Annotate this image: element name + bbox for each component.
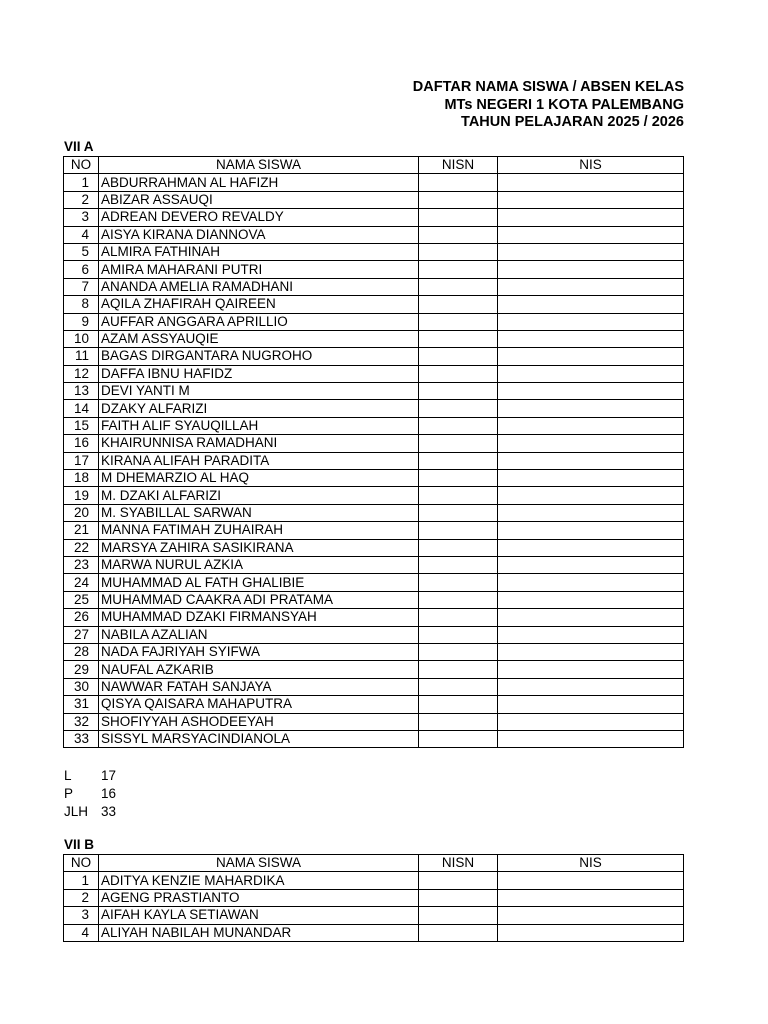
student-name: MARWA NURUL AZKIA (99, 556, 419, 573)
row-number: 12 (64, 365, 99, 382)
table-row (64, 661, 684, 678)
nis-cell (498, 330, 684, 347)
roster-table-7a (63, 156, 684, 748)
col-header-nis: NIS (498, 855, 684, 872)
row-number: 33 (64, 730, 99, 747)
student-name: MUHAMMAD AL FATH GHALIBIE (99, 574, 419, 591)
nisn-cell (419, 330, 498, 347)
nis-cell (498, 435, 684, 452)
row-number: 7 (64, 278, 99, 295)
nis-cell (498, 872, 684, 889)
student-name: NABILA AZALIAN (99, 626, 419, 643)
summary-label: P (64, 786, 74, 801)
nis-cell (498, 487, 684, 504)
table-row (64, 591, 684, 608)
nis-cell (498, 365, 684, 382)
row-number: 2 (64, 889, 99, 906)
nisn-cell (419, 626, 498, 643)
student-name: SHOFIYYAH ASHODEEYAH (99, 713, 419, 730)
student-name: M DHEMARZIO AL HAQ (99, 470, 419, 487)
summary-value: 17 (101, 768, 117, 783)
summary-value: 33 (101, 804, 117, 819)
nisn-cell (419, 872, 498, 889)
student-name: DAFFA IBNU HAFIDZ (99, 365, 419, 382)
col-header-nis: NIS (498, 157, 684, 174)
table-row (64, 539, 684, 556)
row-number: 27 (64, 626, 99, 643)
table-row (64, 696, 684, 713)
col-header-no: NO (64, 157, 99, 174)
nis-cell (498, 609, 684, 626)
nis-cell (498, 889, 684, 906)
nisn-cell (419, 696, 498, 713)
class-label-7a: VII A (64, 139, 94, 154)
nis-cell (498, 643, 684, 660)
row-number: 3 (64, 907, 99, 924)
row-number: 28 (64, 643, 99, 660)
row-number: 2 (64, 191, 99, 208)
student-name: ADREAN DEVERO REVALDY (99, 209, 419, 226)
student-name: NADA FAJRIYAH SYIFWA (99, 643, 419, 660)
student-name: AZAM ASSYAUQIE (99, 330, 419, 347)
document-title: DAFTAR NAMA SISWA / ABSEN KELAS (412, 79, 684, 95)
row-number: 25 (64, 591, 99, 608)
nisn-cell (419, 924, 498, 941)
row-number: 21 (64, 522, 99, 539)
row-number: 3 (64, 209, 99, 226)
nisn-cell (419, 226, 498, 243)
nis-cell (498, 313, 684, 330)
nis-cell (498, 470, 684, 487)
nisn-cell (419, 383, 498, 400)
row-number: 8 (64, 296, 99, 313)
student-name: AQILA ZHAFIRAH QAIREEN (99, 296, 419, 313)
table-row (64, 174, 684, 191)
row-number: 26 (64, 609, 99, 626)
table-row (64, 678, 684, 695)
nisn-cell (419, 435, 498, 452)
row-number: 30 (64, 678, 99, 695)
table-row (64, 643, 684, 660)
row-number: 18 (64, 470, 99, 487)
col-header-nisn: NISN (419, 157, 498, 174)
nis-cell (498, 278, 684, 295)
nisn-cell (419, 539, 498, 556)
nisn-cell (419, 522, 498, 539)
class-label-7b: VII B (64, 837, 95, 852)
nis-cell (498, 417, 684, 434)
table-row (64, 383, 684, 400)
row-number: 4 (64, 924, 99, 941)
nis-cell (498, 226, 684, 243)
nis-cell (498, 191, 684, 208)
student-name: NAUFAL AZKARIB (99, 661, 419, 678)
table-row (64, 452, 684, 469)
table-row (64, 730, 684, 747)
nisn-cell (419, 191, 498, 208)
student-name: QISYA QAISARA MAHAPUTRA (99, 696, 419, 713)
table-row (64, 872, 684, 889)
table-row (64, 417, 684, 434)
summary-label: JLH (64, 804, 89, 819)
nis-cell (498, 556, 684, 573)
nisn-cell (419, 609, 498, 626)
nisn-cell (419, 907, 498, 924)
nis-cell (498, 174, 684, 191)
student-name: DZAKY ALFARIZI (99, 400, 419, 417)
roster-table-7b (63, 854, 684, 942)
row-number: 4 (64, 226, 99, 243)
nisn-cell (419, 591, 498, 608)
nis-cell (498, 209, 684, 226)
student-name: KIRANA ALIFAH PARADITA (99, 452, 419, 469)
nis-cell (498, 296, 684, 313)
table-header-row (64, 855, 684, 872)
table-row (64, 209, 684, 226)
table-header-row (64, 157, 684, 174)
nisn-cell (419, 174, 498, 191)
table-row (64, 889, 684, 906)
nis-cell (498, 243, 684, 260)
student-name: AGENG PRASTIANTO (99, 889, 419, 906)
nisn-cell (419, 661, 498, 678)
student-name: AUFFAR ANGGARA APRILLIO (99, 313, 419, 330)
nisn-cell (419, 504, 498, 521)
nisn-cell (419, 296, 498, 313)
col-header-name: NAMA SISWA (99, 855, 419, 872)
nis-cell (498, 261, 684, 278)
student-name: M. SYABILLAL SARWAN (99, 504, 419, 521)
student-name: MUHAMMAD CAAKRA ADI PRATAMA (99, 591, 419, 608)
nisn-cell (419, 574, 498, 591)
summary-label: L (64, 768, 72, 783)
row-number: 24 (64, 574, 99, 591)
table-row (64, 278, 684, 295)
student-name: AMIRA MAHARANI PUTRI (99, 261, 419, 278)
table-row (64, 556, 684, 573)
row-number: 19 (64, 487, 99, 504)
table-row (64, 713, 684, 730)
nis-cell (498, 522, 684, 539)
student-name: ANANDA AMELIA RAMADHANI (99, 278, 419, 295)
table-row (64, 330, 684, 347)
row-number: 13 (64, 383, 99, 400)
table-row (64, 924, 684, 941)
nis-cell (498, 452, 684, 469)
row-number: 5 (64, 243, 99, 260)
student-name: NAWWAR FATAH SANJAYA (99, 678, 419, 695)
col-header-nisn: NISN (419, 855, 498, 872)
row-number: 20 (64, 504, 99, 521)
nisn-cell (419, 556, 498, 573)
student-name: DEVI YANTI M (99, 383, 419, 400)
table-row (64, 365, 684, 382)
nisn-cell (419, 487, 498, 504)
row-number: 14 (64, 400, 99, 417)
nis-cell (498, 713, 684, 730)
table-row (64, 313, 684, 330)
table-row (64, 504, 684, 521)
nisn-cell (419, 261, 498, 278)
table-row (64, 574, 684, 591)
student-name: MARSYA ZAHIRA SASIKIRANA (99, 539, 419, 556)
table-row (64, 609, 684, 626)
student-name: ABIZAR ASSAUQI (99, 191, 419, 208)
table-row (64, 261, 684, 278)
nisn-cell (419, 713, 498, 730)
student-name: FAITH ALIF SYAUQILLAH (99, 417, 419, 434)
student-name: ALMIRA FATHINAH (99, 243, 419, 260)
nisn-cell (419, 348, 498, 365)
student-name: AIFAH KAYLA SETIAWAN (99, 907, 419, 924)
student-name: SISSYL MARSYACINDIANOLA (99, 730, 419, 747)
nis-cell (498, 730, 684, 747)
nis-cell (498, 574, 684, 591)
table-row (64, 296, 684, 313)
row-number: 6 (64, 261, 99, 278)
table-row (64, 226, 684, 243)
nisn-cell (419, 365, 498, 382)
nisn-cell (419, 243, 498, 260)
nis-cell (498, 907, 684, 924)
nisn-cell (419, 417, 498, 434)
col-header-no: NO (64, 855, 99, 872)
nisn-cell (419, 209, 498, 226)
nisn-cell (419, 889, 498, 906)
school-name: MTs NEGERI 1 KOTA PALEMBANG (444, 97, 684, 113)
nisn-cell (419, 470, 498, 487)
table-row (64, 348, 684, 365)
nis-cell (498, 626, 684, 643)
nisn-cell (419, 278, 498, 295)
table-row (64, 470, 684, 487)
nis-cell (498, 504, 684, 521)
table-row (64, 191, 684, 208)
table-row (64, 626, 684, 643)
table-row (64, 435, 684, 452)
student-name: MANNA FATIMAH ZUHAIRAH (99, 522, 419, 539)
nisn-cell (419, 678, 498, 695)
row-number: 11 (64, 348, 99, 365)
col-header-name: NAMA SISWA (99, 157, 419, 174)
row-number: 1 (64, 174, 99, 191)
nisn-cell (419, 313, 498, 330)
summary-value: 16 (101, 786, 117, 801)
row-number: 1 (64, 872, 99, 889)
student-name: BAGAS DIRGANTARA NUGROHO (99, 348, 419, 365)
nis-cell (498, 591, 684, 608)
nisn-cell (419, 400, 498, 417)
table-row (64, 400, 684, 417)
academic-year: TAHUN PELAJARAN 2025 / 2026 (461, 114, 684, 130)
table-row (64, 522, 684, 539)
row-number: 17 (64, 452, 99, 469)
nis-cell (498, 696, 684, 713)
student-name: MUHAMMAD DZAKI FIRMANSYAH (99, 609, 419, 626)
nisn-cell (419, 730, 498, 747)
nis-cell (498, 678, 684, 695)
row-number: 29 (64, 661, 99, 678)
row-number: 10 (64, 330, 99, 347)
row-number: 15 (64, 417, 99, 434)
student-name: ALIYAH NABILAH MUNANDAR (99, 924, 419, 941)
table-row (64, 487, 684, 504)
row-number: 16 (64, 435, 99, 452)
row-number: 32 (64, 713, 99, 730)
student-name: KHAIRUNNISA RAMADHANI (99, 435, 419, 452)
nis-cell (498, 539, 684, 556)
student-name: AISYA KIRANA DIANNOVA (99, 226, 419, 243)
student-name: ADITYA KENZIE MAHARDIKA (99, 872, 419, 889)
student-name: M. DZAKI ALFARIZI (99, 487, 419, 504)
table-row (64, 907, 684, 924)
row-number: 31 (64, 696, 99, 713)
nis-cell (498, 348, 684, 365)
table-row (64, 243, 684, 260)
row-number: 23 (64, 556, 99, 573)
row-number: 22 (64, 539, 99, 556)
nis-cell (498, 400, 684, 417)
row-number: 9 (64, 313, 99, 330)
nis-cell (498, 383, 684, 400)
student-name: ABDURRAHMAN AL HAFIZH (99, 174, 419, 191)
nisn-cell (419, 452, 498, 469)
nisn-cell (419, 643, 498, 660)
nis-cell (498, 661, 684, 678)
nis-cell (498, 924, 684, 941)
